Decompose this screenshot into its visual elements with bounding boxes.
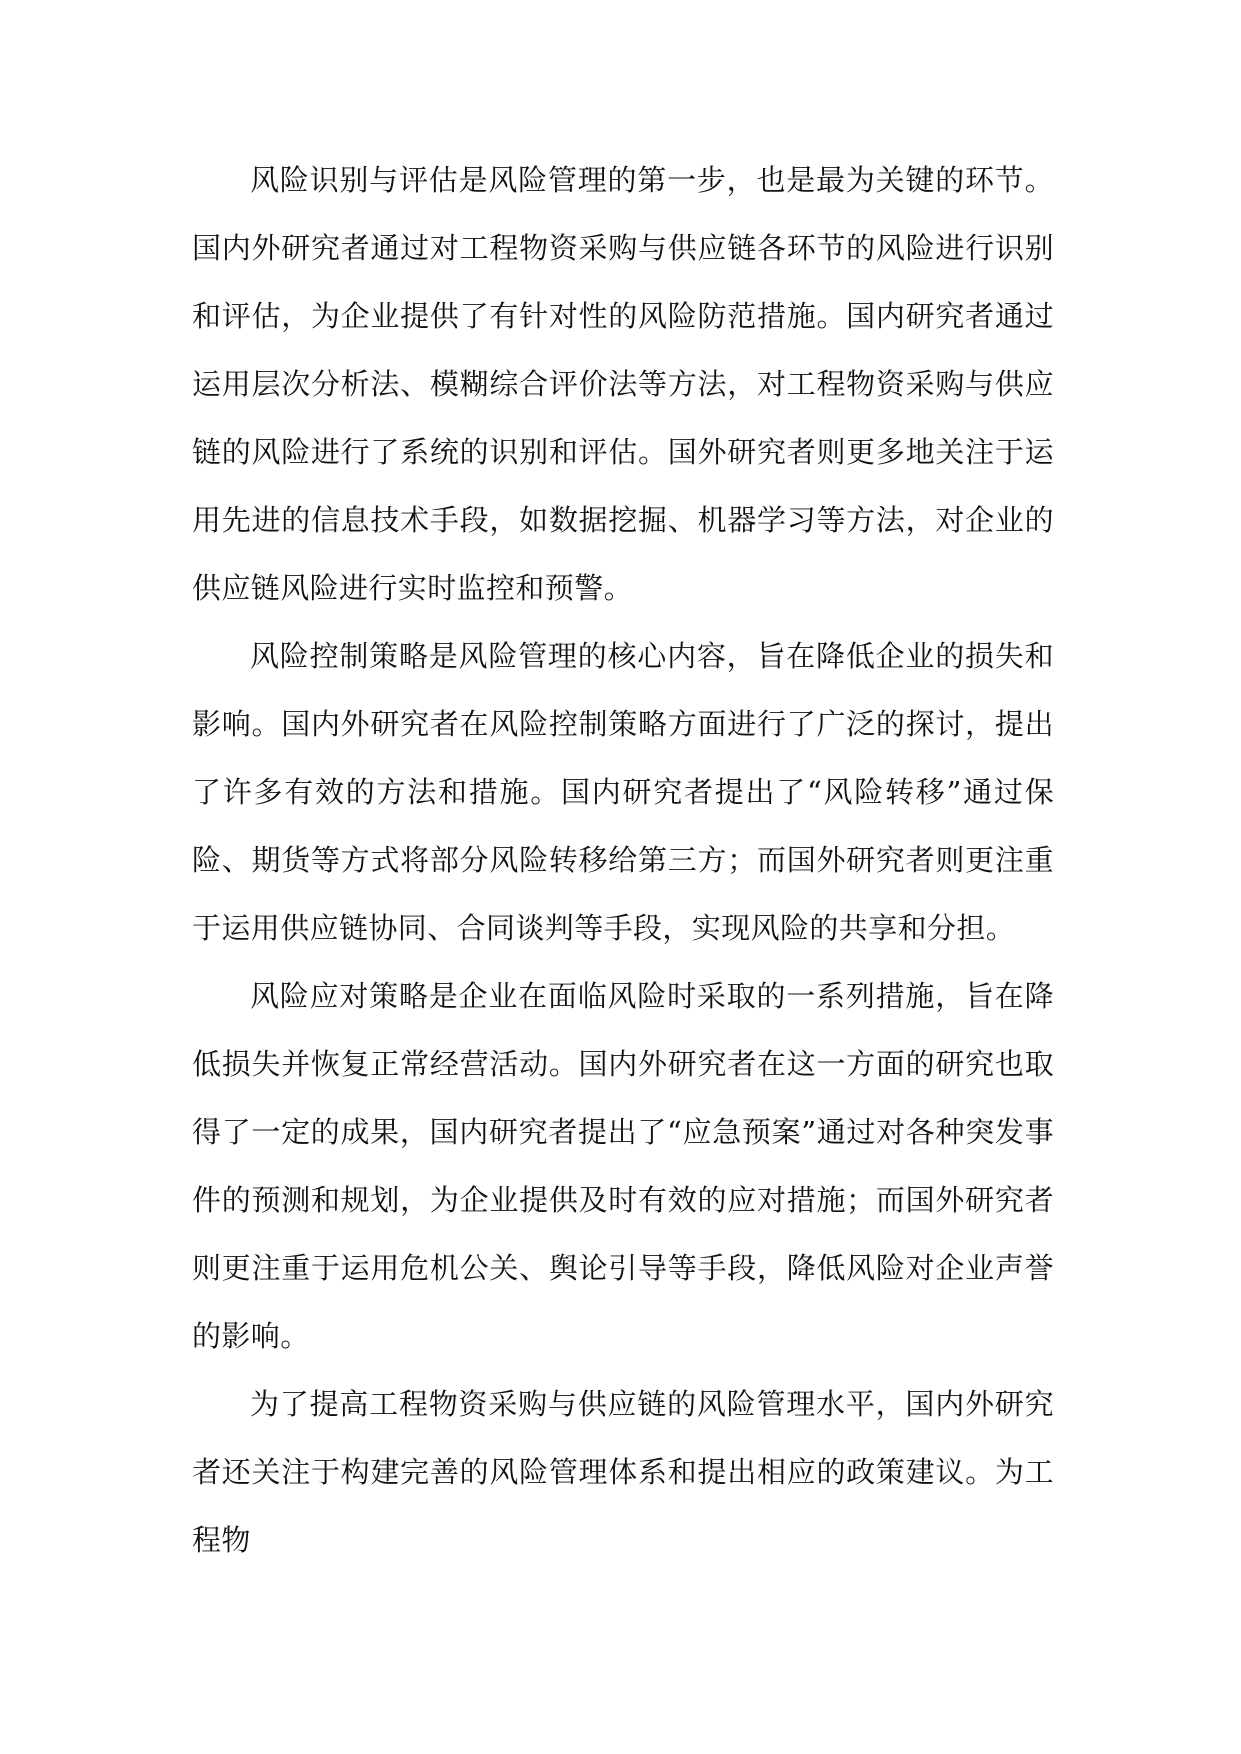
paragraph-risk-system: 为了提高工程物资采购与供应链的风险管理水平，国内外研究者还关注于构建完善的风险管理体系和提出相应的政策建议。为工程物 bbox=[192, 1387, 1054, 1557]
paragraph-risk-control: 风险控制策略是风险管理的核心内容，旨在降低企业的损失和影响。国内外研究者在风险控制策略方面进行了广泛的探讨，提出了许多有效的方法和措施。国内研究者提出了“风险转移”通过保险、期货等方式将部分风险转移给第三方；而国外研究者则更注重于运用供应链协同、合同谈判等手段，实现风险的共享和分担。 bbox=[192, 639, 1054, 945]
paragraph-risk-response: 风险应对策略是企业在面临风险时采取的一系列措施，旨在降低损失并恢复正常经营活动。国内外研究者在这一方面的研究也取得了一定的成果，国内研究者提出了“应急预案”通过对各种突发事件的预测和规划，为企业提供及时有效的应对措施；而国外研究者则更注重于运用危机公关、舆论引导等手段，降低风险对企业声誉的影响。 bbox=[192, 979, 1054, 1353]
paragraph-risk-identification: 风险识别与评估是风险管理的第一步，也是最为关键的环节。国内外研究者通过对工程物资采购与供应链各环节的风险进行识别和评估，为企业提供了有针对性的风险防范措施。国内研究者通过运用层次分析法、模糊综合评价法等方法，对工程物资采购与供应链的风险进行了系统的识别和评估。国外研究者则更多地关注于运用先进的信息技术手段，如数据挖掘、机器学习等方法，对企业的供应链风险进行实时监控和预警。 bbox=[192, 163, 1054, 605]
body-text bbox=[192, 146, 1054, 1574]
